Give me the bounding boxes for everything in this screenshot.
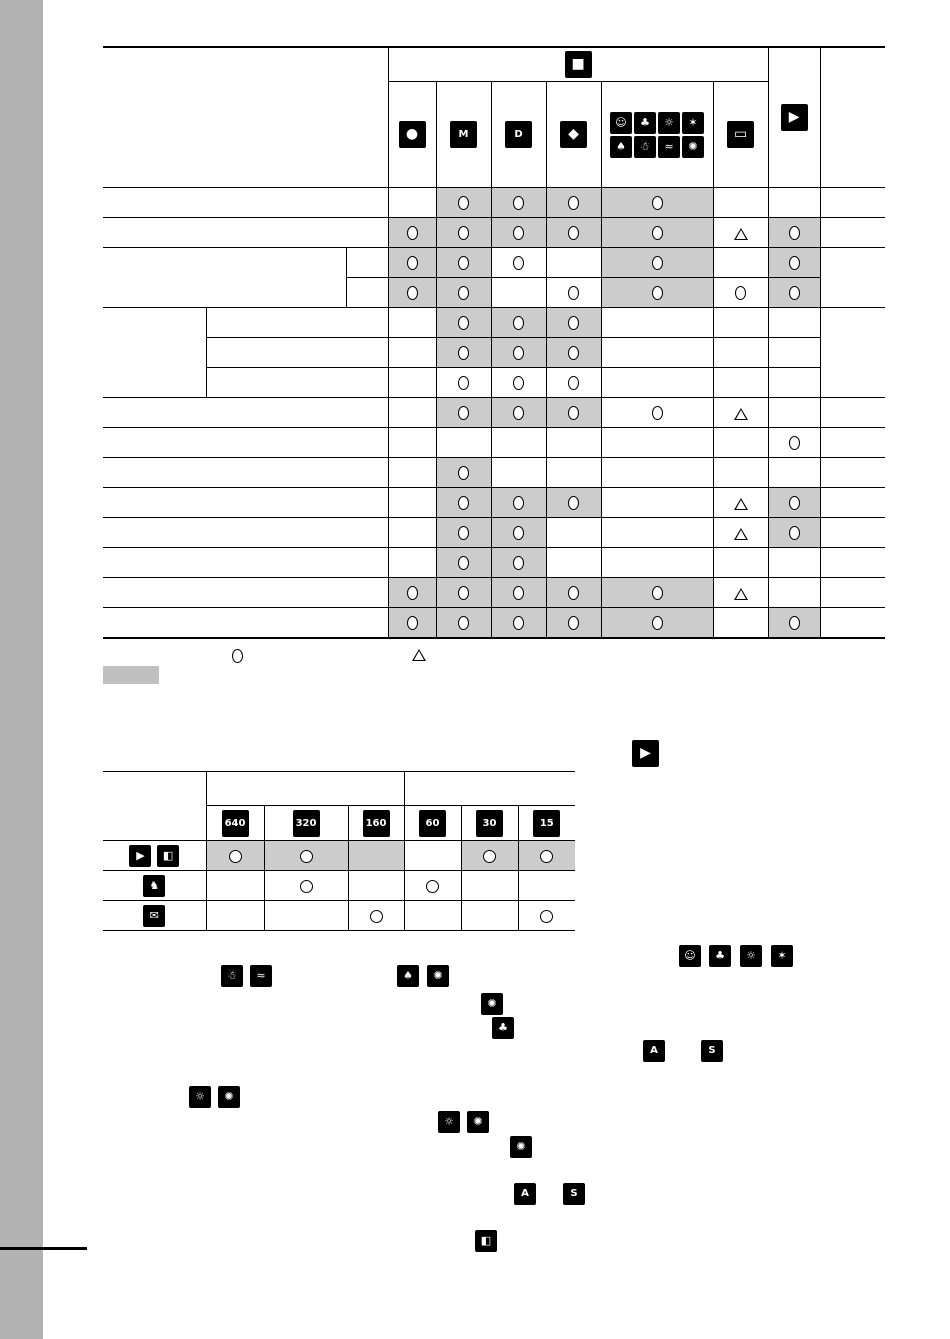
circle-mark-icon bbox=[568, 406, 579, 420]
stitch-assist-icon: ▭ bbox=[727, 121, 754, 148]
kids-and-pets-icon: ♣ bbox=[634, 112, 656, 134]
movie-camera-icon: ▶ bbox=[781, 104, 808, 131]
circle-mark-icon bbox=[458, 346, 469, 360]
circle-mark-icon bbox=[458, 586, 469, 600]
circle-mark-icon bbox=[789, 256, 800, 270]
beach-icon: ≈ bbox=[250, 965, 272, 987]
movie-row-email bbox=[103, 901, 206, 931]
circle-mark-icon bbox=[300, 850, 313, 863]
circle-mark-icon bbox=[458, 526, 469, 540]
movie-mode-header bbox=[103, 772, 206, 841]
circle-mark-icon bbox=[458, 196, 469, 210]
circle-mark-icon bbox=[407, 226, 418, 240]
camera-icon: ■ bbox=[565, 51, 592, 78]
circle-mark-icon bbox=[513, 346, 524, 360]
circle-mark-icon bbox=[513, 556, 524, 570]
circle-mark-icon bbox=[407, 616, 418, 630]
circle-mark-icon bbox=[513, 226, 524, 240]
color-accent-icon: A bbox=[643, 1040, 665, 1062]
frame-rate-60-icon: 60 bbox=[419, 810, 446, 837]
circle-mark-icon bbox=[652, 226, 663, 240]
function-sub-label bbox=[206, 368, 388, 398]
triangle-mark-icon bbox=[734, 498, 748, 510]
function-row-label bbox=[103, 548, 388, 578]
movie-mode-header bbox=[768, 47, 820, 188]
super-macro-icon: ◆ bbox=[560, 121, 587, 148]
color-swap-icon: S bbox=[701, 1040, 723, 1062]
frame-rate-15-icon: 15 bbox=[533, 810, 560, 837]
circle-mark-icon bbox=[513, 616, 524, 630]
page-side-tab bbox=[0, 0, 43, 1339]
function-row-label bbox=[103, 608, 388, 639]
function-name-header bbox=[103, 47, 388, 188]
reference-page-header bbox=[820, 47, 885, 188]
function-sub-label bbox=[206, 338, 388, 368]
circle-mark-icon bbox=[458, 496, 469, 510]
circle-mark-icon bbox=[513, 376, 524, 390]
frame-rate-header bbox=[404, 772, 575, 806]
foliage-icon: ♠ bbox=[610, 136, 632, 158]
snow-icon: ☃ bbox=[634, 136, 656, 158]
frame-rate-30-icon: 30 bbox=[476, 810, 503, 837]
circle-mark-icon bbox=[407, 256, 418, 270]
circle-mark-icon bbox=[568, 196, 579, 210]
kids-and-pets-icon: ♣ bbox=[709, 945, 731, 967]
color-swap-icon: S bbox=[563, 1183, 585, 1205]
circle-mark-icon bbox=[652, 196, 663, 210]
function-availability-table bbox=[103, 46, 885, 639]
movie-compact-icon: ◧ bbox=[475, 1230, 497, 1252]
circle-mark-icon bbox=[568, 376, 579, 390]
mode-digital-macro bbox=[491, 82, 546, 188]
circle-mark-icon bbox=[735, 286, 746, 300]
circle-mark-icon bbox=[370, 910, 383, 923]
function-row-label bbox=[103, 218, 388, 248]
circle-mark-icon bbox=[458, 286, 469, 300]
circle-mark-icon bbox=[229, 850, 242, 863]
night-snapshot-icon: ✶ bbox=[682, 112, 704, 134]
triangle-mark-icon bbox=[734, 528, 748, 540]
digital-macro-icon: D bbox=[505, 121, 532, 148]
night-snapshot-icon: ✶ bbox=[771, 945, 793, 967]
movie-row-high-speed bbox=[103, 871, 206, 901]
circle-mark-icon bbox=[568, 226, 579, 240]
circle-mark-icon bbox=[789, 286, 800, 300]
mode-stitch-assist bbox=[713, 82, 768, 188]
resolution-320-icon: 320 bbox=[293, 810, 320, 837]
circle-mark-icon bbox=[568, 586, 579, 600]
circle-mark-icon bbox=[568, 346, 579, 360]
circle-mark-icon bbox=[789, 226, 800, 240]
function-row-label bbox=[103, 308, 206, 398]
circle-mark-icon bbox=[568, 316, 579, 330]
function-sub-label bbox=[346, 278, 388, 308]
circle-mark-icon bbox=[540, 850, 553, 863]
function-row-label bbox=[103, 398, 388, 428]
mode-super-macro bbox=[546, 82, 601, 188]
function-sub-label bbox=[206, 308, 388, 338]
circle-mark-icon bbox=[458, 466, 469, 480]
function-row-label bbox=[103, 578, 388, 608]
foliage-icon: ♠ bbox=[397, 965, 419, 987]
circle-mark-icon bbox=[652, 406, 663, 420]
circle-mark-icon bbox=[789, 526, 800, 540]
movie-size-rate-table bbox=[103, 771, 575, 931]
movie-compact-icon: ◧ bbox=[157, 845, 179, 867]
fireworks-icon: ✺ bbox=[467, 1111, 489, 1133]
triangle-mark-icon bbox=[734, 228, 748, 240]
circle-mark-icon bbox=[652, 256, 663, 270]
circle-mark-icon bbox=[513, 406, 524, 420]
circle-mark-icon bbox=[458, 406, 469, 420]
mode-auto bbox=[388, 82, 436, 188]
circle-mark-icon bbox=[458, 316, 469, 330]
circle-mark-icon bbox=[458, 556, 469, 570]
fireworks-icon: ✺ bbox=[510, 1136, 532, 1158]
circle-mark-icon bbox=[652, 286, 663, 300]
circle-mark-icon bbox=[458, 256, 469, 270]
circle-mark-icon bbox=[568, 616, 579, 630]
indoor-icon: ☼ bbox=[740, 945, 762, 967]
mode-scenes bbox=[601, 82, 713, 188]
fireworks-icon: ✺ bbox=[481, 993, 503, 1015]
function-row-label bbox=[103, 248, 346, 308]
fireworks-icon: ✺ bbox=[682, 136, 704, 158]
movie-email-icon: ✉ bbox=[143, 905, 165, 927]
function-row-label bbox=[103, 188, 388, 218]
movie-fast-frame-icon: ♞ bbox=[143, 875, 165, 897]
movie-row-standard bbox=[103, 841, 206, 871]
fireworks-icon: ✺ bbox=[218, 1086, 240, 1108]
circle-mark-icon bbox=[568, 286, 579, 300]
circle-mark-icon bbox=[300, 880, 313, 893]
circle-mark-icon bbox=[458, 376, 469, 390]
manual-mode-icon: M bbox=[450, 121, 477, 148]
snow-icon: ☃ bbox=[221, 965, 243, 987]
movie-standard-icon: ▶ bbox=[129, 845, 151, 867]
indoor-icon: ☼ bbox=[438, 1111, 460, 1133]
circle-mark-icon bbox=[407, 586, 418, 600]
fireworks-icon: ✺ bbox=[427, 965, 449, 987]
circle-mark-icon bbox=[789, 496, 800, 510]
still-mode-header bbox=[388, 47, 768, 82]
legend-circle-icon bbox=[232, 649, 243, 663]
function-row-label bbox=[103, 458, 388, 488]
triangle-mark-icon bbox=[734, 588, 748, 600]
circle-mark-icon bbox=[513, 196, 524, 210]
triangle-mark-icon bbox=[734, 408, 748, 420]
circle-mark-icon bbox=[652, 616, 663, 630]
indoor-icon: ☼ bbox=[658, 112, 680, 134]
auto-mode-icon: ● bbox=[399, 121, 426, 148]
mode-manual bbox=[436, 82, 491, 188]
resolution-640-icon: 640 bbox=[222, 810, 249, 837]
circle-mark-icon bbox=[426, 880, 439, 893]
circle-mark-icon bbox=[513, 586, 524, 600]
circle-mark-icon bbox=[652, 586, 663, 600]
circle-mark-icon bbox=[568, 496, 579, 510]
circle-mark-icon bbox=[513, 496, 524, 510]
page-bottom-rule bbox=[0, 1247, 87, 1250]
legend-shaded-swatch bbox=[103, 666, 159, 684]
beach-icon: ≈ bbox=[658, 136, 680, 158]
circle-mark-icon bbox=[513, 256, 524, 270]
legend-triangle-icon bbox=[412, 649, 426, 661]
function-row-label bbox=[103, 518, 388, 548]
portrait-icon: ☺ bbox=[679, 945, 701, 967]
circle-mark-icon bbox=[483, 850, 496, 863]
circle-mark-icon bbox=[789, 436, 800, 450]
circle-mark-icon bbox=[513, 316, 524, 330]
function-row-label bbox=[103, 428, 388, 458]
portrait-icon: ☺ bbox=[610, 112, 632, 134]
circle-mark-icon bbox=[458, 226, 469, 240]
circle-mark-icon bbox=[513, 526, 524, 540]
function-row-label bbox=[103, 488, 388, 518]
indoor-icon: ☼ bbox=[189, 1086, 211, 1108]
resolution-160-icon: 160 bbox=[363, 810, 390, 837]
kids-and-pets-icon: ♣ bbox=[492, 1017, 514, 1039]
color-accent-icon: A bbox=[514, 1183, 536, 1205]
function-sub-label bbox=[346, 248, 388, 278]
circle-mark-icon bbox=[789, 616, 800, 630]
resolution-header bbox=[206, 772, 404, 806]
circle-mark-icon bbox=[458, 616, 469, 630]
circle-mark-icon bbox=[540, 910, 553, 923]
circle-mark-icon bbox=[407, 286, 418, 300]
movie-camera-icon: ▶ bbox=[632, 740, 659, 767]
